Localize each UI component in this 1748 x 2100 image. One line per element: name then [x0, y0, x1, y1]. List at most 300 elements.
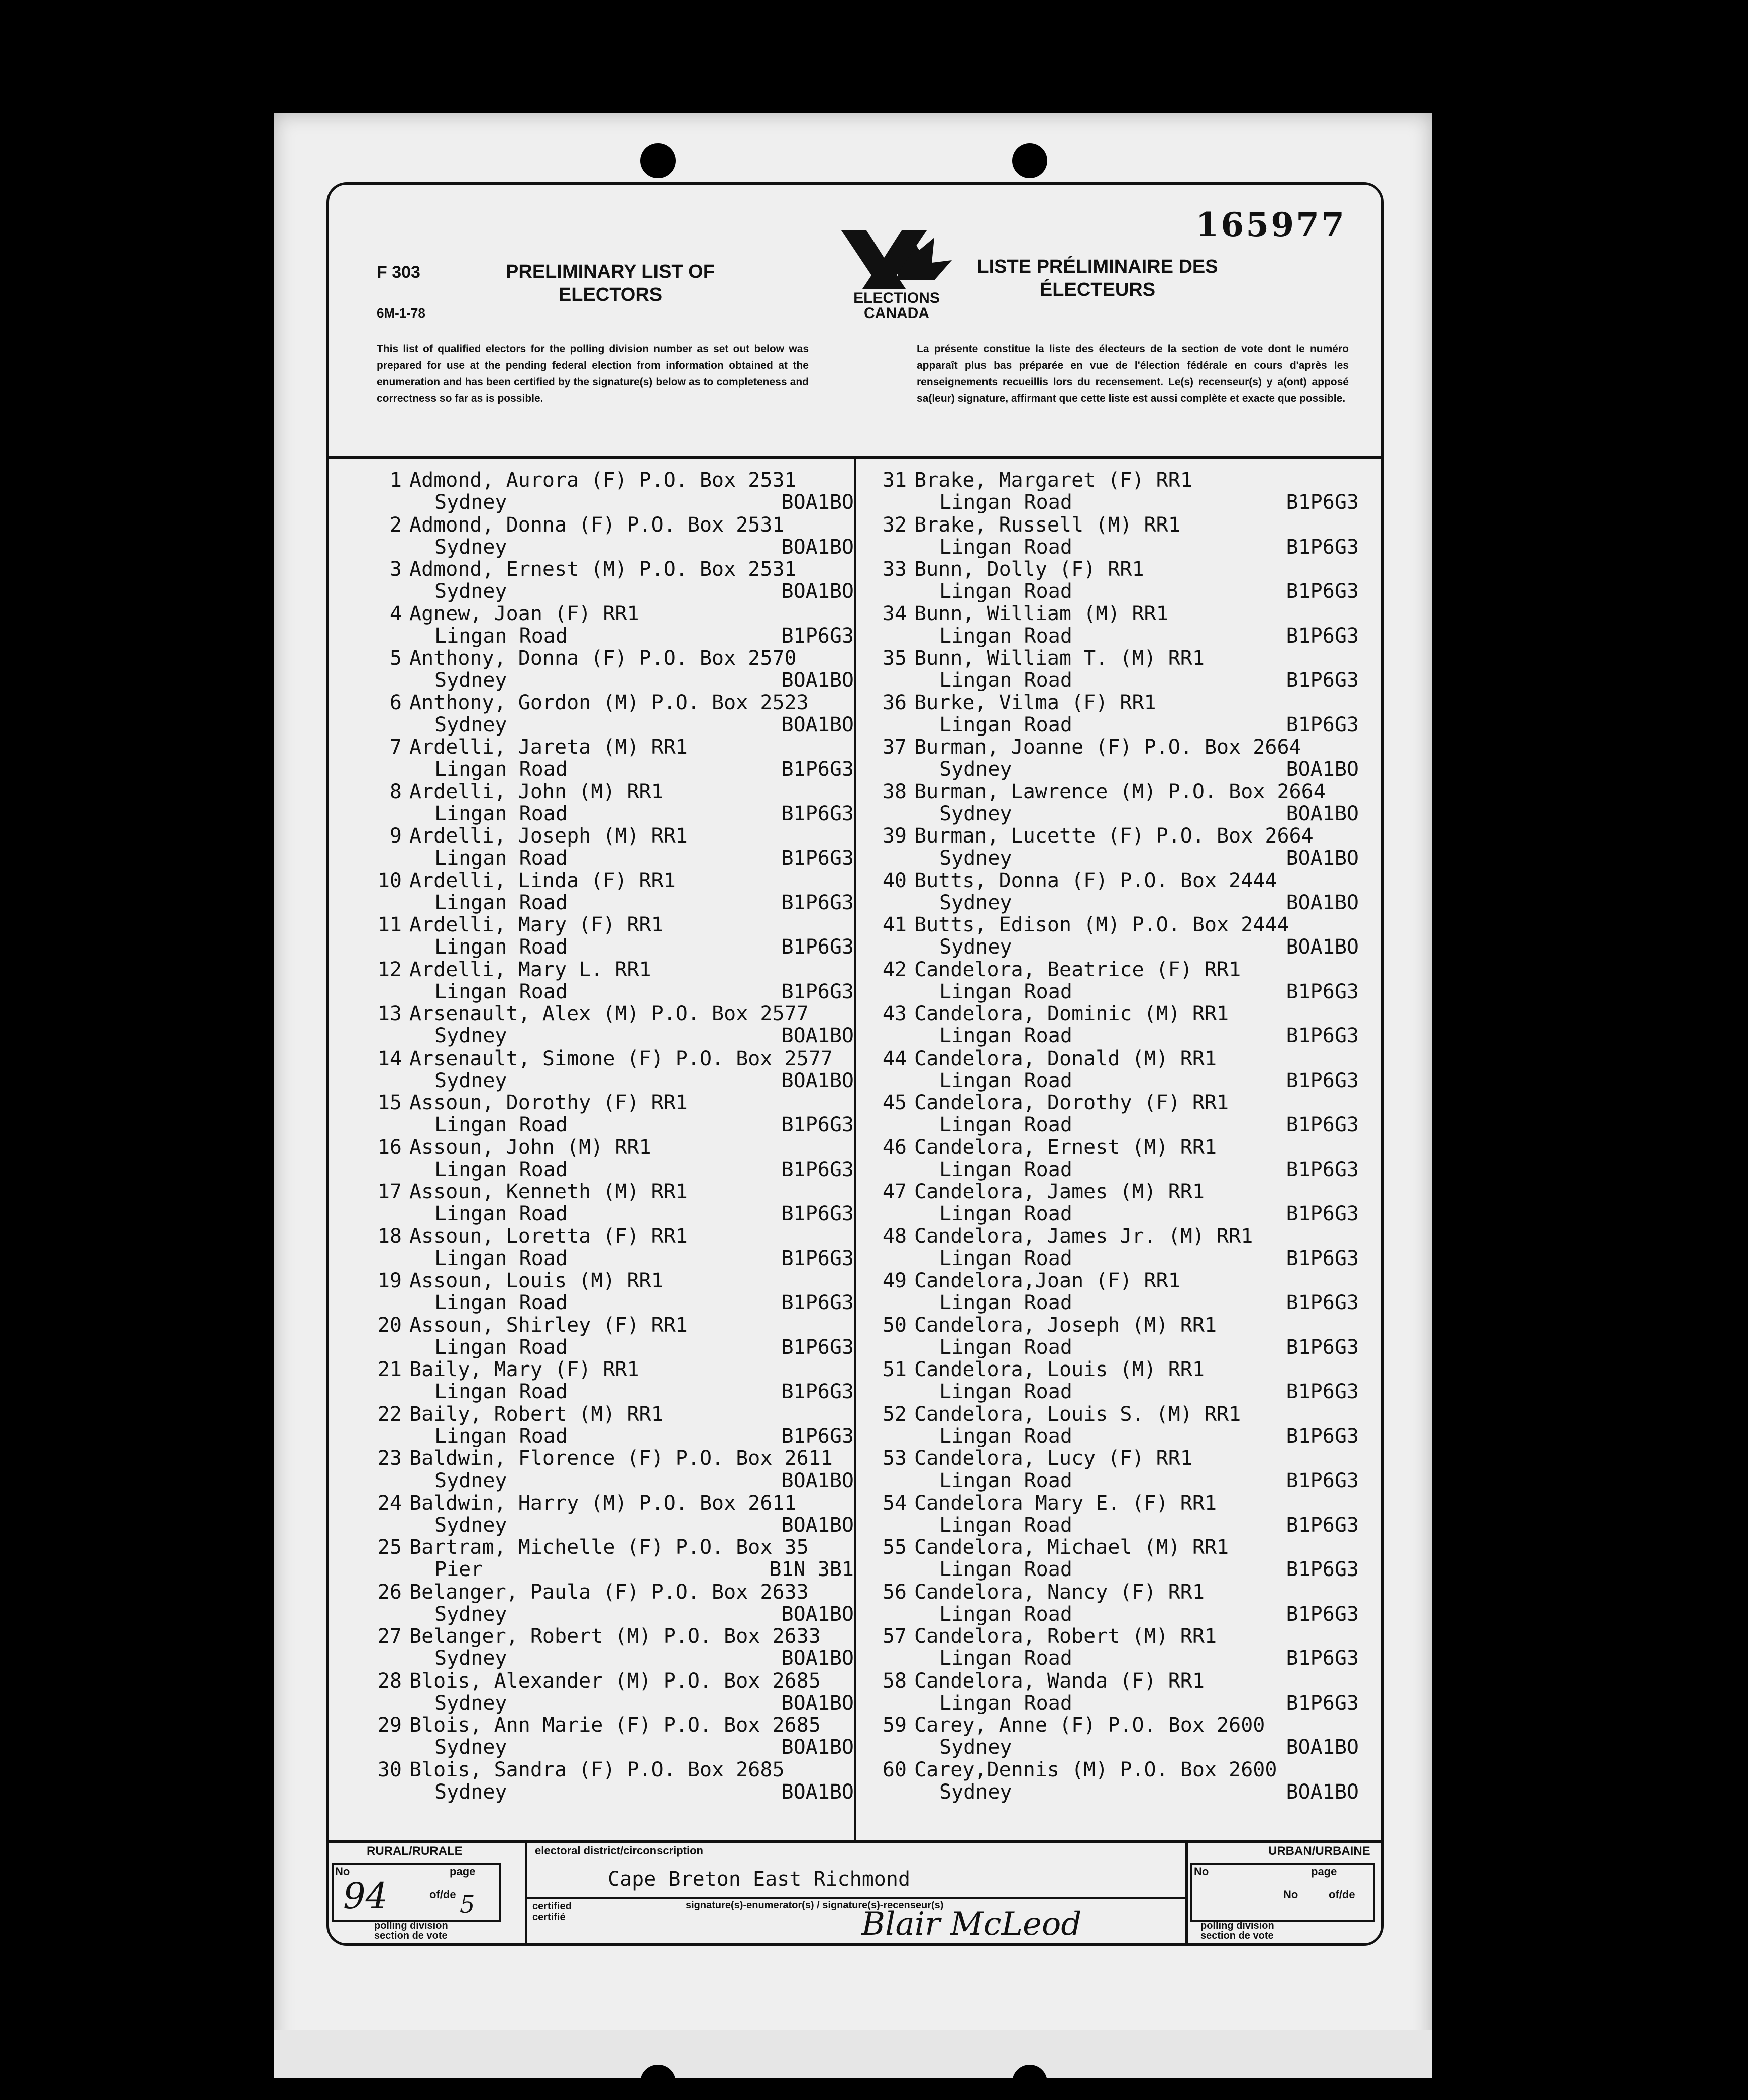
elector-locality: Lingan Road [434, 1335, 568, 1359]
elector-number: 1 [389, 469, 402, 492]
elector-locality: Lingan Road [939, 1469, 1072, 1492]
elector-postal-code: BOA1BO [781, 1602, 854, 1626]
elector-name: Candelora, Robert (M) RR1 [914, 1625, 1217, 1648]
elector-locality: Lingan Road [939, 1202, 1072, 1225]
page-of-number: 5 [460, 1891, 475, 1919]
elector-number: 49 [882, 1269, 907, 1292]
elector-entry [866, 558, 1359, 602]
elector-number: 55 [882, 1536, 907, 1559]
elector-locality: Lingan Road [939, 713, 1072, 737]
elector-postal-code: B1P6G3 [781, 1202, 854, 1225]
elector-postal-code: B1P6G3 [781, 847, 854, 870]
elector-name: Candelora, Michael (M) RR1 [914, 1536, 1229, 1559]
elector-postal-code: BOA1BO [1286, 1780, 1359, 1804]
elector-name: Blois, Alexander (M) P.O. Box 2685 [409, 1669, 821, 1693]
form-frame [326, 182, 1384, 1946]
elector-name: Assoun, Shirley (F) RR1 [409, 1313, 688, 1337]
elector-locality: Lingan Road [434, 1424, 568, 1448]
elector-locality: Lingan Road [434, 847, 568, 870]
elector-entry [362, 1536, 854, 1581]
elector-entry [362, 1180, 854, 1225]
rural-of-label: of/de [429, 1888, 456, 1901]
elector-number: 50 [882, 1313, 907, 1337]
elector-postal-code: BOA1BO [781, 1069, 854, 1092]
elector-name: Admond, Donna (F) P.O. Box 2531 [409, 513, 785, 537]
elector-name: Candelora, Dominic (M) RR1 [914, 1002, 1229, 1025]
elector-locality: Lingan Road [939, 1158, 1072, 1181]
elector-locality: Sydney [434, 1069, 507, 1092]
elector-postal-code: B1P6G3 [1286, 980, 1359, 1003]
elector-locality: Lingan Road [939, 624, 1072, 648]
elector-locality: Lingan Road [939, 1691, 1072, 1715]
elector-number: 59 [882, 1714, 907, 1737]
elector-locality: Lingan Road [434, 935, 568, 959]
elector-postal-code: B1P6G3 [1286, 1246, 1359, 1270]
elector-postal-code: BOA1BO [1286, 935, 1359, 959]
elector-entry [362, 736, 854, 780]
elector-locality: Lingan Road [434, 1158, 568, 1181]
elector-entry [866, 1225, 1359, 1270]
elector-name: Baldwin, Harry (M) P.O. Box 2611 [409, 1491, 797, 1515]
elector-locality: Lingan Road [434, 1202, 568, 1225]
elector-postal-code: B1P6G3 [781, 802, 854, 825]
elector-name: Baldwin, Florence (F) P.O. Box 2611 [409, 1447, 833, 1470]
elector-name: Anthony, Gordon (M) P.O. Box 2523 [409, 691, 809, 714]
elector-postal-code: B1P6G3 [781, 1380, 854, 1403]
elector-entry [866, 1536, 1359, 1581]
elector-number: 32 [882, 513, 907, 537]
elector-postal-code: B1P6G3 [1286, 1691, 1359, 1715]
elector-entry [362, 1091, 854, 1136]
punch-hole [1012, 2065, 1047, 2100]
elector-locality: Sydney [434, 491, 507, 514]
elector-entry [866, 1314, 1359, 1358]
elector-name: Candelora, Louis (M) RR1 [914, 1358, 1205, 1381]
elector-name: Blois, Sandra (F) P.O. Box 2685 [409, 1758, 785, 1781]
elector-postal-code: BOA1BO [781, 1513, 854, 1537]
elector-number: 9 [389, 824, 402, 848]
elector-name: Brake, Russell (M) RR1 [914, 513, 1180, 537]
elector-number: 18 [377, 1224, 402, 1248]
title-french: LISTE PRÉLIMINAIRE DES ÉLECTEURS [977, 256, 1218, 300]
elector-name: Burman, Lucette (F) P.O. Box 2664 [914, 824, 1314, 848]
footer [329, 1840, 1381, 1943]
elector-postal-code: BOA1BO [781, 1469, 854, 1492]
elector-name: Arsenault, Simone (F) P.O. Box 2577 [409, 1046, 833, 1070]
elector-postal-code: B1P6G3 [1286, 491, 1359, 514]
elector-postal-code: B1P6G3 [781, 1158, 854, 1181]
elector-postal-code: B1P6G3 [1286, 1558, 1359, 1581]
punch-hole [640, 143, 676, 178]
elector-locality: Lingan Road [434, 802, 568, 825]
svg-text:CANADA: CANADA [864, 305, 929, 322]
elector-number: 35 [882, 647, 907, 670]
elector-name: Bunn, Dolly (F) RR1 [914, 558, 1144, 581]
elector-name: Ardelli, Linda (F) RR1 [409, 869, 676, 892]
elector-locality: Sydney [939, 847, 1012, 870]
elector-locality: Lingan Road [939, 1602, 1072, 1626]
elector-number: 41 [882, 913, 907, 936]
elector-name: Bunn, William (M) RR1 [914, 602, 1168, 625]
district-label: electoral district/circonscription [535, 1844, 703, 1857]
elector-name: Ardelli, Jareta (M) RR1 [409, 736, 688, 759]
elector-postal-code: B1P6G3 [781, 980, 854, 1003]
elector-name: Candelora, Louis S. (M) RR1 [914, 1402, 1241, 1426]
serial-number: 165977 [1195, 205, 1346, 244]
elector-number: 57 [882, 1625, 907, 1648]
elector-number: 43 [882, 1002, 907, 1025]
elector-entry [866, 824, 1359, 869]
urban-of-label: of/de [1329, 1888, 1355, 1901]
polling-number: 94 [343, 1875, 388, 1917]
elector-entry [866, 1758, 1359, 1803]
elector-name: Ardelli, John (M) RR1 [409, 780, 664, 803]
footer-divider [525, 1840, 527, 1943]
elector-entry [866, 780, 1359, 825]
elector-name: Arsenault, Alex (M) P.O. Box 2577 [409, 1002, 809, 1025]
urban-polling-division-label: polling division section de vote [1200, 1920, 1274, 1941]
form-number: F 303 [377, 263, 420, 282]
elector-locality: Sydney [434, 1024, 507, 1047]
elector-entry [362, 913, 854, 958]
elector-name: Candelora,Joan (F) RR1 [914, 1269, 1180, 1292]
elector-number: 4 [389, 602, 402, 625]
elector-postal-code: BOA1BO [781, 1736, 854, 1759]
elector-entry [362, 824, 854, 869]
elector-entry [362, 1669, 854, 1714]
elector-number: 34 [882, 602, 907, 625]
rural-label: RURAL/RURALE [367, 1844, 463, 1858]
elector-name: Baily, Robert (M) RR1 [409, 1402, 664, 1426]
elector-number: 29 [377, 1714, 402, 1737]
title-english: PRELIMINARY LIST OF ELECTORS [506, 261, 715, 305]
elector-entry [866, 913, 1359, 958]
elector-name: Candelora, Joseph (M) RR1 [914, 1313, 1217, 1337]
elector-number: 47 [882, 1180, 907, 1203]
elector-entry [866, 1047, 1359, 1092]
elector-postal-code: B1P6G3 [1286, 1291, 1359, 1314]
elector-entry [362, 1447, 854, 1492]
elector-locality: Lingan Road [939, 580, 1072, 603]
elector-number: 25 [377, 1536, 402, 1559]
elector-number: 48 [882, 1224, 907, 1248]
elector-postal-code: B1P6G3 [781, 758, 854, 781]
elector-name: Butts, Edison (M) P.O. Box 2444 [914, 913, 1289, 936]
elector-postal-code: B1P6G3 [781, 1424, 854, 1448]
elector-name: Candelora, Dorothy (F) RR1 [914, 1091, 1229, 1114]
elector-entry [362, 513, 854, 558]
elector-entry [362, 1492, 854, 1536]
elector-name: Baily, Mary (F) RR1 [409, 1358, 639, 1381]
elector-entry [866, 1269, 1359, 1314]
elector-entry [866, 1625, 1359, 1669]
elector-postal-code: BOA1BO [1286, 758, 1359, 781]
elector-postal-code: B1P6G3 [1286, 1335, 1359, 1359]
elector-number: 37 [882, 736, 907, 759]
elector-postal-code: B1P6G3 [1286, 1202, 1359, 1225]
elector-name: Candelora, James (M) RR1 [914, 1180, 1205, 1203]
elector-postal-code: BOA1BO [781, 669, 854, 692]
elector-postal-code: BOA1BO [1286, 802, 1359, 825]
elector-locality: Lingan Road [939, 1024, 1072, 1047]
elector-postal-code: BOA1BO [781, 1024, 854, 1047]
elector-number: 58 [882, 1669, 907, 1693]
elector-name: Assoun, Louis (M) RR1 [409, 1269, 664, 1292]
elector-locality: Lingan Road [939, 1291, 1072, 1314]
elector-postal-code: B1P6G3 [1286, 535, 1359, 559]
rural-polling-division-label: polling division section de vote [374, 1920, 448, 1941]
elector-number: 2 [389, 513, 402, 537]
elector-name: Admond, Aurora (F) P.O. Box 2531 [409, 469, 797, 492]
elector-entry [362, 869, 854, 914]
elector-number: 56 [882, 1580, 907, 1604]
elector-entry [362, 1136, 854, 1181]
elector-entry [362, 469, 854, 513]
elector-entry [362, 1269, 854, 1314]
elector-name: Belanger, Robert (M) P.O. Box 2633 [409, 1625, 821, 1648]
elector-postal-code: B1P6G3 [1286, 1024, 1359, 1047]
elector-locality: Lingan Road [939, 535, 1072, 559]
elector-entry [866, 691, 1359, 736]
elector-entry [866, 1358, 1359, 1403]
elector-locality: Lingan Road [939, 1513, 1072, 1537]
elector-number: 26 [377, 1580, 402, 1604]
elector-locality: Lingan Road [434, 1291, 568, 1314]
punch-hole [1012, 143, 1047, 178]
elector-number: 52 [882, 1402, 907, 1426]
elector-entry [362, 1714, 854, 1758]
elector-number: 45 [882, 1091, 907, 1114]
elector-postal-code: BOA1BO [1286, 847, 1359, 870]
urban-page-label: page [1311, 1865, 1337, 1878]
elector-number: 54 [882, 1491, 907, 1515]
elector-entry [362, 1225, 854, 1270]
elector-number: 36 [882, 691, 907, 714]
elector-locality: Sydney [939, 1736, 1012, 1759]
elector-postal-code: B1P6G3 [1286, 1069, 1359, 1092]
elector-number: 27 [377, 1625, 402, 1648]
elector-postal-code: B1P6G3 [1286, 1647, 1359, 1670]
elector-locality: Sydney [434, 1691, 507, 1715]
elector-number: 38 [882, 780, 907, 803]
elector-locality: Sydney [434, 1780, 507, 1804]
elector-name: Assoun, John (M) RR1 [409, 1135, 651, 1159]
elector-name: Bunn, William T. (M) RR1 [914, 647, 1205, 670]
next-sheet-edge [274, 2030, 1432, 2078]
district-divider [527, 1897, 1185, 1899]
elector-name: Bartram, Michelle (F) P.O. Box 35 [409, 1536, 809, 1559]
elector-locality: Pier [434, 1558, 483, 1581]
elector-name: Burman, Joanne (F) P.O. Box 2664 [914, 736, 1301, 759]
elector-entry [362, 1581, 854, 1625]
elector-entry [362, 1314, 854, 1358]
elector-locality: Sydney [434, 713, 507, 737]
signature-label: signature(s)-enumerator(s) / signature(s)-recenseur(s) [686, 1900, 944, 1911]
elector-entry [866, 1091, 1359, 1136]
elector-number: 14 [377, 1046, 402, 1070]
elector-postal-code: B1P6G3 [1286, 1158, 1359, 1181]
elector-entry [866, 1447, 1359, 1492]
enumerator-signature: Blair McLeod [861, 1906, 1082, 1943]
elector-number: 13 [377, 1002, 402, 1025]
elector-entry [866, 602, 1359, 647]
elector-number: 60 [882, 1758, 907, 1781]
elector-number: 10 [377, 869, 402, 892]
elector-entry [866, 1002, 1359, 1047]
elector-name: Candelora, Donald (M) RR1 [914, 1046, 1217, 1070]
electors-list-sheet [274, 113, 1432, 2078]
elector-entry [362, 1625, 854, 1669]
elector-locality: Sydney [434, 669, 507, 692]
column-divider [854, 456, 856, 1843]
elector-name: Ardelli, Mary (F) RR1 [409, 913, 664, 936]
elector-locality: Lingan Road [939, 1335, 1072, 1359]
footer-divider [1185, 1840, 1188, 1943]
elector-number: 8 [389, 780, 402, 803]
elector-name: Candelora, Lucy (F) RR1 [914, 1447, 1192, 1470]
elector-postal-code: B1P6G3 [1286, 713, 1359, 737]
elector-name: Admond, Ernest (M) P.O. Box 2531 [409, 558, 797, 581]
certified-label: certified certifié [532, 1901, 572, 1923]
elector-locality: Lingan Road [434, 624, 568, 648]
elector-locality: Lingan Road [939, 1069, 1072, 1092]
elector-locality: Sydney [939, 1780, 1012, 1804]
elector-locality: Sydney [434, 1513, 507, 1537]
elector-name: Anthony, Donna (F) P.O. Box 2570 [409, 647, 797, 670]
elector-locality: Lingan Road [939, 1246, 1072, 1270]
elector-locality: Lingan Road [434, 1246, 568, 1270]
elector-entry [866, 1180, 1359, 1225]
elector-postal-code: B1P6G3 [781, 935, 854, 959]
elector-entry [866, 958, 1359, 1003]
elector-entry [362, 780, 854, 825]
elector-postal-code: B1N 3B1 [769, 1558, 854, 1581]
elector-locality: Sydney [939, 802, 1012, 825]
elector-number: 7 [389, 736, 402, 759]
elector-locality: Sydney [434, 1602, 507, 1626]
footer-divider [329, 1840, 1381, 1843]
elector-postal-code: BOA1BO [781, 580, 854, 603]
elector-name: Burman, Lawrence (M) P.O. Box 2664 [914, 780, 1326, 803]
elector-name: Butts, Donna (F) P.O. Box 2444 [914, 869, 1277, 892]
elector-name: Brake, Margaret (F) RR1 [914, 469, 1192, 492]
elector-number: 3 [389, 558, 402, 581]
elector-entry [866, 1714, 1359, 1758]
elector-postal-code: B1P6G3 [1286, 580, 1359, 603]
rural-no-label: No [335, 1865, 350, 1878]
elector-locality: Lingan Road [939, 491, 1072, 514]
elector-number: 44 [882, 1046, 907, 1070]
elector-name: Candelora, Nancy (F) RR1 [914, 1580, 1205, 1604]
elector-postal-code: B1P6G3 [781, 1335, 854, 1359]
elector-entry [362, 1358, 854, 1403]
elector-entry [362, 602, 854, 647]
elector-number: 17 [377, 1180, 402, 1203]
elector-locality: Sydney [434, 1469, 507, 1492]
elector-postal-code: B1P6G3 [1286, 624, 1359, 648]
elector-entry [866, 1669, 1359, 1714]
elector-name: Burke, Vilma (F) RR1 [914, 691, 1156, 714]
elector-entry [866, 469, 1359, 513]
elector-locality: Lingan Road [434, 1380, 568, 1403]
svg-text:ELECTIONS: ELECTIONS [853, 290, 940, 306]
urban-no-label: No [1194, 1865, 1209, 1878]
elector-entry [362, 1758, 854, 1803]
elector-entry [866, 1581, 1359, 1625]
elector-name: Ardelli, Mary L. RR1 [409, 958, 651, 981]
elector-postal-code: B1P6G3 [1286, 1113, 1359, 1136]
elector-postal-code: BOA1BO [781, 535, 854, 559]
elector-postal-code: B1P6G3 [1286, 1380, 1359, 1403]
elector-number: 21 [377, 1358, 402, 1381]
elector-locality: Lingan Road [939, 1647, 1072, 1670]
elector-postal-code: BOA1BO [1286, 1736, 1359, 1759]
elector-locality: Lingan Road [434, 1113, 568, 1136]
elector-number: 46 [882, 1135, 907, 1159]
elector-name: Belanger, Paula (F) P.O. Box 2633 [409, 1580, 809, 1604]
elector-locality: Lingan Road [434, 891, 568, 914]
elector-name: Candelora, Beatrice (F) RR1 [914, 958, 1241, 981]
elector-number: 39 [882, 824, 907, 848]
elector-postal-code: B1P6G3 [781, 1246, 854, 1270]
elector-entry [362, 1002, 854, 1047]
elector-locality: Lingan Road [434, 980, 568, 1003]
elector-postal-code: BOA1BO [781, 1691, 854, 1715]
electors-list-left [362, 469, 854, 1803]
elector-postal-code: B1P6G3 [1286, 1513, 1359, 1537]
elector-locality: Sydney [434, 580, 507, 603]
elector-locality: Lingan Road [434, 758, 568, 781]
elector-locality: Lingan Road [939, 1113, 1072, 1136]
elector-number: 6 [389, 691, 402, 714]
elector-postal-code: B1P6G3 [1286, 1424, 1359, 1448]
elector-number: 33 [882, 558, 907, 581]
elector-number: 30 [377, 1758, 402, 1781]
elector-number: 15 [377, 1091, 402, 1114]
elector-postal-code: B1P6G3 [781, 624, 854, 648]
elector-postal-code: B1P6G3 [1286, 1469, 1359, 1492]
elector-name: Carey, Anne (F) P.O. Box 2600 [914, 1714, 1265, 1737]
rural-page-label: page [450, 1865, 476, 1878]
elector-locality: Sydney [939, 758, 1012, 781]
elector-name: Candelora, Ernest (M) RR1 [914, 1135, 1217, 1159]
elector-number: 53 [882, 1447, 907, 1470]
elector-name: Agnew, Joan (F) RR1 [409, 602, 639, 625]
elector-number: 23 [377, 1447, 402, 1470]
elector-name: Ardelli, Joseph (M) RR1 [409, 824, 688, 848]
elector-entry [362, 1403, 854, 1447]
elector-number: 12 [377, 958, 402, 981]
urban-no-label: No [1283, 1888, 1298, 1901]
elector-locality: Lingan Road [939, 1380, 1072, 1403]
elector-locality: Lingan Road [939, 669, 1072, 692]
electors-list-right [866, 469, 1359, 1803]
elector-postal-code: BOA1BO [781, 1647, 854, 1670]
elector-locality: Lingan Road [939, 1424, 1072, 1448]
elector-entry [362, 691, 854, 736]
urban-label: URBAN/URBAINE [1268, 1844, 1370, 1858]
punch-hole [640, 2065, 676, 2100]
elector-name: Blois, Ann Marie (F) P.O. Box 2685 [409, 1714, 821, 1737]
elector-postal-code: B1P6G3 [781, 1291, 854, 1314]
elector-number: 16 [377, 1135, 402, 1159]
elector-name: Candelora, James Jr. (M) RR1 [914, 1224, 1253, 1248]
elector-number: 40 [882, 869, 907, 892]
elector-name: Carey,Dennis (M) P.O. Box 2600 [914, 1758, 1277, 1781]
elector-locality: Sydney [939, 935, 1012, 959]
elector-entry [866, 513, 1359, 558]
elector-postal-code: BOA1BO [781, 713, 854, 737]
